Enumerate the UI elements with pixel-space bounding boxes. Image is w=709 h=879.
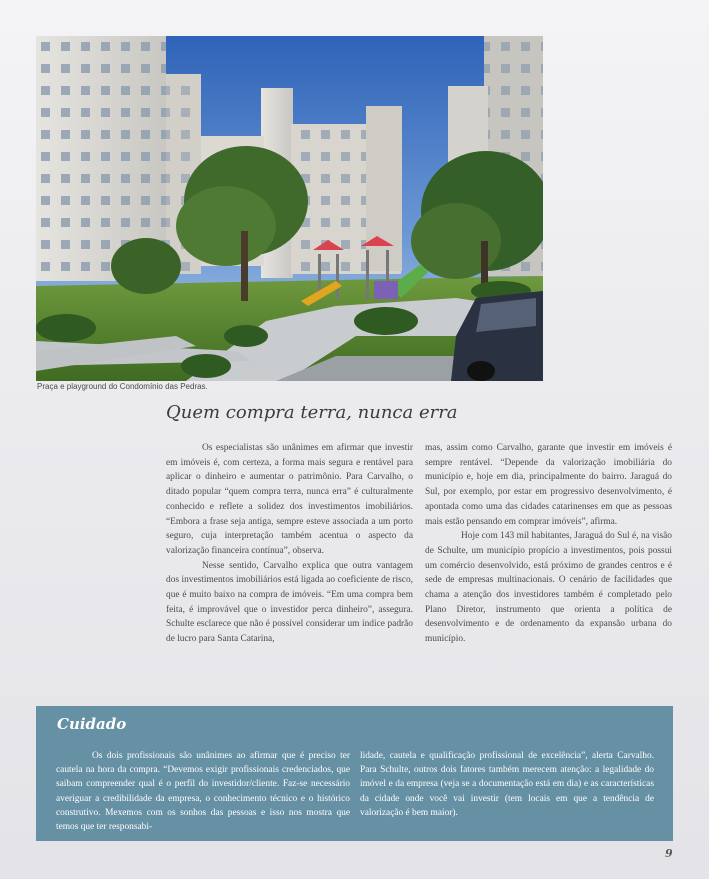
article-column-right <box>425 441 672 647</box>
sidebar-box-title: Cuidado <box>57 715 127 733</box>
paragraph: Nesse sentido, Carvalho explica que outra vantagem dos investimentos imobiliários está ligada ao coeficiente de risco, que é muito baixo na compra de imóveis. “Em uma compra bem feita, é improvável que o investidor perca dinheiro”, assegura. Schulte esclarece que não é possível considerar um índice padrão de lucro para Santa Catarina, <box>166 560 413 645</box>
page-number: 9 <box>665 847 673 860</box>
photo-caption: Praça e playground do Condomínio das Pedras. <box>37 382 208 391</box>
paragraph: Hoje com 143 mil habitantes, Jaraguá do Sul é, na visão de Schulte, um município propício a investimentos, pois possui um comércio desenvolvido, está próximo de grandes centros e é sede de empresas multinacionais. O cenário de facilidades que chama a atenção dos investidores também é completado pelo Plano Diretor, instrumento que orienta a política de desenvolvimento e de ordenamento da expansão urbana do município. <box>425 531 672 645</box>
paragraph: lidade, cautela e qualificação profissional de excelência”, alerta Carvalho. Para Schulte, outros dois fatores também merecem atenção: a legalidade do imóvel e da empresa (veja se a documentação está em dia) e as características da cidade onde você vai investir (tem locais em que a tendência de valorização é bem maior). <box>360 751 654 818</box>
paragraph: Os dois profissionais são unânimes ao afirmar que é preciso ter cautela na hora da compra. “Devemos exigir profissionais credenciados, que saibam compreender qual é o perfil do investidor/cliente. Faz-se necessário averiguar a credibilidade da empresa, o conhecimento técnico e o histórico construtivo. Mexemos com os sonhos das pessoas e isso nos mostra que temos que ter responsabi- <box>56 751 350 833</box>
paragraph: Os especialistas são unânimes em afirmar que investir em imóveis é, com certeza, a forma mais segura e rentável para aplicar o dinheiro e aumentar o patrimônio. Para Carvalho, o ditado popular “quem compra terra, nunca erra” é culturalmente conhecido e reflete a solidez dos investimentos imobiliários. “Embora a frase seja antiga, sempre esteve associada a um porto seguro, cuja interpretação também acentua o aspecto da valorização financeira contínua”, observa. <box>166 443 413 556</box>
sidebar-column-left <box>56 749 350 834</box>
caution-sidebar-box <box>36 706 673 841</box>
article-column-left <box>166 441 413 647</box>
sidebar-column-right <box>360 749 654 820</box>
paragraph: mas, assim como Carvalho, garante que investir em imóveis é sempre rentável. “Depende da valorização imobiliária do município e, hoje em dia, principalmente do bairro. Jaraguá do Sul, por exemplo, por estar em progressivo desenvolvimento, é apontada como uma das cidades catarinenses em que as pessoas mais estão pensando em comprar imóveis”, afirma. <box>425 443 672 527</box>
article-headline: Quem compra terra, nunca erra <box>166 402 458 423</box>
condominium-playground-photo <box>36 36 543 381</box>
